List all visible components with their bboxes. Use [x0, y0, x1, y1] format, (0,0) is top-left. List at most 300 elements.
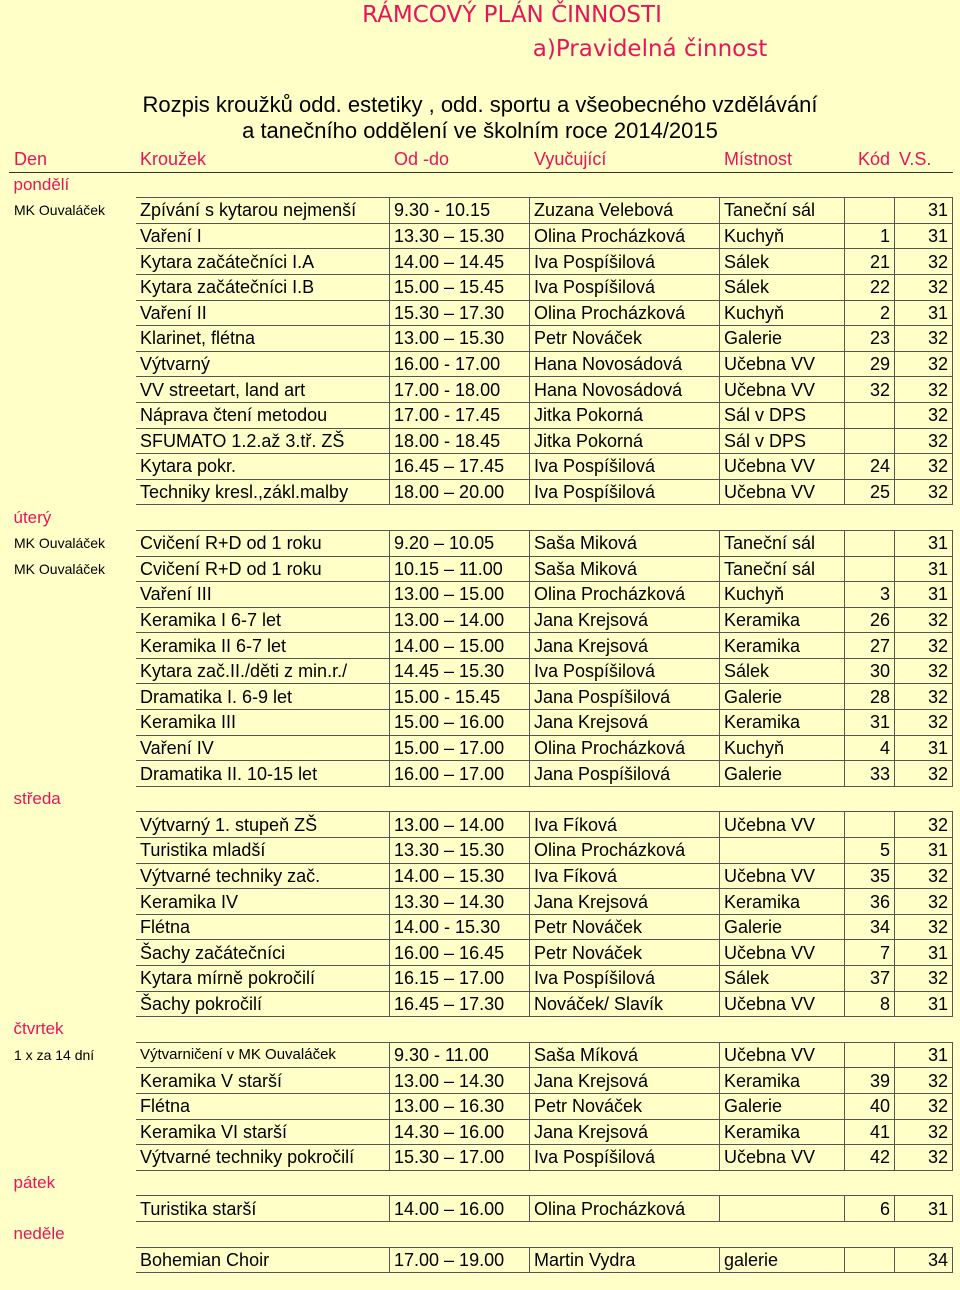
col-header-teacher: Vyučující [530, 147, 720, 173]
time-cell: 9.30 - 11.00 [390, 1042, 530, 1068]
code-cell: 30 [845, 658, 895, 684]
group-cell [10, 966, 136, 992]
room-cell: Keramika [720, 1119, 845, 1145]
activity-cell: Flétna [136, 914, 390, 940]
activity-cell: Cvičení R+D od 1 roku [136, 530, 390, 556]
activity-cell: Výtvarný 1. stupeň ZŠ [136, 812, 390, 838]
vs-cell: 32 [895, 454, 953, 480]
group-cell [10, 1145, 136, 1171]
time-cell: 14.00 – 14.45 [390, 249, 530, 275]
room-cell: Sálek [720, 274, 845, 300]
group-cell [10, 479, 136, 505]
table-row [10, 607, 953, 633]
vs-cell: 32 [895, 249, 953, 275]
teacher-cell: Iva Pospíšilová [530, 479, 720, 505]
code-cell [845, 1042, 895, 1068]
activity-cell: Zpívání s kytarou nejmenší [136, 198, 390, 224]
table-row [10, 198, 953, 224]
group-cell [10, 812, 136, 838]
vs-cell: 31 [895, 940, 953, 966]
group-cell [10, 633, 136, 659]
code-cell: 42 [845, 1145, 895, 1171]
activity-cell: Kytara začátečníci I.B [136, 274, 390, 300]
room-cell: Učebna VV [720, 991, 845, 1017]
group-cell [10, 326, 136, 352]
teacher-cell: Petr Nováček [530, 940, 720, 966]
col-header-room: Místnost [720, 147, 845, 173]
col-header-vs: V.S. [895, 147, 953, 173]
code-cell [845, 402, 895, 428]
table-row [10, 1042, 953, 1068]
room-cell: Keramika [720, 1068, 845, 1094]
vs-cell: 32 [895, 428, 953, 454]
group-cell [10, 300, 136, 326]
col-header-day: Den [10, 147, 136, 173]
teacher-cell: Jana Krejsová [530, 889, 720, 915]
vs-cell: 32 [895, 658, 953, 684]
teacher-cell: Olina Procházková [530, 838, 720, 864]
day-label: čtvrtek [13, 1019, 64, 1039]
activity-cell: Vaření IV [136, 735, 390, 761]
activity-cell: Keramika VI starší [136, 1119, 390, 1145]
code-cell: 34 [845, 914, 895, 940]
teacher-cell: Nováček/ Slavík [530, 991, 720, 1017]
group-cell [10, 223, 136, 249]
group-cell [10, 377, 136, 403]
header-row [10, 147, 953, 173]
teacher-cell: Saša Miková [530, 530, 720, 556]
teacher-cell: Iva Pospíšilová [530, 274, 720, 300]
group-cell [10, 735, 136, 761]
time-cell: 18.00 - 18.45 [390, 428, 530, 454]
day-label: pondělí [13, 174, 70, 194]
time-cell: 16.00 – 17.00 [390, 761, 530, 787]
code-cell: 27 [845, 633, 895, 659]
room-cell: Keramika [720, 607, 845, 633]
code-cell [845, 812, 895, 838]
room-cell: Učebna VV [720, 351, 845, 377]
group-cell: 1 x za 14 dní [14, 1047, 95, 1064]
time-cell: 15.00 – 15.45 [390, 274, 530, 300]
group-cell [10, 1196, 136, 1222]
vs-cell: 34 [895, 1247, 953, 1273]
day-label: pátek [13, 1173, 56, 1193]
vs-cell: 32 [895, 274, 953, 300]
activity-cell: Výtvarné techniky pokročilí [136, 1145, 390, 1171]
code-cell: 28 [845, 684, 895, 710]
code-cell: 40 [845, 1093, 895, 1119]
vs-cell: 32 [895, 761, 953, 787]
teacher-cell: Iva Pospíšilová [530, 249, 720, 275]
table-row [10, 1068, 953, 1094]
code-cell: 35 [845, 863, 895, 889]
table-row [10, 1196, 953, 1222]
teacher-cell: Olina Procházková [530, 300, 720, 326]
time-cell: 14.00 – 16.00 [390, 1196, 530, 1222]
col-header-code: Kód [845, 147, 895, 173]
time-cell: 13.30 – 15.30 [390, 223, 530, 249]
group-cell [10, 582, 136, 608]
group-cell [10, 940, 136, 966]
table-row [10, 479, 953, 505]
vs-cell: 32 [895, 684, 953, 710]
room-cell: Taneční sál [720, 198, 845, 224]
teacher-cell: Iva Pospíšilová [530, 1145, 720, 1171]
vs-cell: 32 [895, 1119, 953, 1145]
group-cell [10, 428, 136, 454]
time-cell: 13.00 – 14.00 [390, 607, 530, 633]
vs-cell: 32 [895, 710, 953, 736]
room-cell: Učebna VV [720, 479, 845, 505]
group-cell [10, 863, 136, 889]
teacher-cell: Iva Pospíšilová [530, 658, 720, 684]
code-cell: 37 [845, 966, 895, 992]
teacher-cell: Olina Procházková [530, 223, 720, 249]
activity-cell: Vaření III [136, 582, 390, 608]
room-cell: Taneční sál [720, 530, 845, 556]
code-cell [845, 556, 895, 582]
teacher-cell: Iva Pospíšilová [530, 454, 720, 480]
table-row [10, 761, 953, 787]
time-cell: 15.00 – 16.00 [390, 710, 530, 736]
vs-cell: 31 [895, 198, 953, 224]
code-cell: 21 [845, 249, 895, 275]
code-cell: 32 [845, 377, 895, 403]
schedule-heading-line2: a tanečního oddělení ve školním roce 2014/2015 [242, 118, 718, 143]
group-cell [10, 454, 136, 480]
activity-cell: Keramika III [136, 710, 390, 736]
code-cell: 2 [845, 300, 895, 326]
time-cell: 13.30 – 15.30 [390, 838, 530, 864]
schedule-table [9, 146, 953, 1273]
table-row [10, 658, 953, 684]
table-row [10, 377, 953, 403]
page-subtitle: a)Pravidelná činnost [532, 36, 768, 62]
vs-cell: 31 [895, 582, 953, 608]
room-cell: Keramika [720, 633, 845, 659]
group-cell: MK Ouvaláček [14, 535, 106, 552]
room-cell: galerie [720, 1247, 845, 1273]
room-cell: Sálek [720, 658, 845, 684]
table-row [10, 838, 953, 864]
day-row [10, 786, 953, 812]
vs-cell: 32 [895, 1093, 953, 1119]
time-cell: 13.00 – 15.00 [390, 582, 530, 608]
teacher-cell: Petr Nováček [530, 1093, 720, 1119]
room-cell: Taneční sál [720, 556, 845, 582]
vs-cell: 31 [895, 530, 953, 556]
room-cell: Učebna VV [720, 812, 845, 838]
table-row [10, 530, 953, 556]
activity-cell: Vaření I [136, 223, 390, 249]
time-cell: 13.00 – 16.30 [390, 1093, 530, 1119]
code-cell: 6 [845, 1196, 895, 1222]
activity-cell: Dramatika II. 10-15 let [136, 761, 390, 787]
table-row [10, 889, 953, 915]
day-label: neděle [13, 1224, 65, 1244]
group-cell [10, 274, 136, 300]
group-cell [10, 1068, 136, 1094]
teacher-cell: Saša Miková [530, 556, 720, 582]
room-cell: Učebna VV [720, 1042, 845, 1068]
activity-cell: Turistika starší [136, 1196, 390, 1222]
table-row [10, 914, 953, 940]
table-row [10, 454, 953, 480]
room-cell: Kuchyň [720, 300, 845, 326]
time-cell: 16.45 – 17.45 [390, 454, 530, 480]
room-cell [720, 838, 845, 864]
group-cell [10, 991, 136, 1017]
room-cell: Učebna VV [720, 377, 845, 403]
activity-cell: Klarinet, flétna [136, 326, 390, 352]
table-row [10, 326, 953, 352]
table-row [10, 966, 953, 992]
activity-cell: Kytara zač.II./děti z min.r./ [136, 658, 390, 684]
table-row [10, 428, 953, 454]
time-cell: 9.30 - 10.15 [390, 198, 530, 224]
vs-cell: 32 [895, 479, 953, 505]
teacher-cell: Jitka Pokorná [530, 428, 720, 454]
time-cell: 14.30 – 16.00 [390, 1119, 530, 1145]
vs-cell: 32 [895, 402, 953, 428]
activity-cell: Výtvarný [136, 351, 390, 377]
teacher-cell: Zuzana Velebová [530, 198, 720, 224]
room-cell: Kuchyň [720, 223, 845, 249]
day-row [10, 505, 953, 531]
vs-cell: 32 [895, 326, 953, 352]
activity-cell: Keramika IV [136, 889, 390, 915]
vs-cell: 32 [895, 1145, 953, 1171]
time-cell: 17.00 - 17.45 [390, 402, 530, 428]
time-cell: 13.30 – 14.30 [390, 889, 530, 915]
group-cell [10, 351, 136, 377]
room-cell: Galerie [720, 1093, 845, 1119]
vs-cell: 31 [895, 1196, 953, 1222]
schedule-heading-line1: Rozpis kroužků odd. estetiky , odd. sportu a všeobecného vzdělávání [142, 92, 818, 117]
room-cell: Keramika [720, 889, 845, 915]
room-cell: Keramika [720, 710, 845, 736]
teacher-cell: Jitka Pokorná [530, 402, 720, 428]
teacher-cell: Petr Nováček [530, 326, 720, 352]
room-cell: Galerie [720, 914, 845, 940]
code-cell [845, 428, 895, 454]
room-cell: Učebna VV [720, 454, 845, 480]
activity-cell: Dramatika I. 6-9 let [136, 684, 390, 710]
teacher-cell: Jana Krejsová [530, 710, 720, 736]
group-cell [10, 838, 136, 864]
code-cell: 36 [845, 889, 895, 915]
time-cell: 16.00 – 16.45 [390, 940, 530, 966]
vs-cell: 31 [895, 556, 953, 582]
code-cell: 4 [845, 735, 895, 761]
group-cell [10, 889, 136, 915]
activity-cell: Výtvarné techniky zač. [136, 863, 390, 889]
table-row [10, 556, 953, 582]
activity-cell: Keramika I 6-7 let [136, 607, 390, 633]
group-cell [10, 249, 136, 275]
room-cell: Galerie [720, 326, 845, 352]
code-cell: 8 [845, 991, 895, 1017]
vs-cell: 31 [895, 991, 953, 1017]
code-cell [845, 530, 895, 556]
vs-cell: 32 [895, 966, 953, 992]
code-cell: 24 [845, 454, 895, 480]
teacher-cell: Iva Fíková [530, 812, 720, 838]
time-cell: 13.00 – 14.00 [390, 812, 530, 838]
room-cell: Sálek [720, 966, 845, 992]
teacher-cell: Hana Novosádová [530, 351, 720, 377]
vs-cell: 32 [895, 812, 953, 838]
group-cell [10, 1247, 136, 1273]
code-cell: 1 [845, 223, 895, 249]
group-cell: MK Ouvaláček [14, 202, 106, 219]
activity-cell: Turistika mladší [136, 838, 390, 864]
table-row [10, 274, 953, 300]
teacher-cell: Olina Procházková [530, 582, 720, 608]
activity-cell: Keramika II 6-7 let [136, 633, 390, 659]
group-cell [10, 658, 136, 684]
teacher-cell: Jana Krejsová [530, 1068, 720, 1094]
room-cell: Učebna VV [720, 940, 845, 966]
page-title: RÁMCOVÝ PLÁN ČINNOSTI [362, 2, 662, 28]
group-cell [10, 710, 136, 736]
time-cell: 13.00 – 14.30 [390, 1068, 530, 1094]
code-cell [845, 198, 895, 224]
day-row [10, 1017, 953, 1043]
vs-cell: 32 [895, 633, 953, 659]
vs-cell: 31 [895, 838, 953, 864]
teacher-cell: Olina Procházková [530, 735, 720, 761]
table-row [10, 1247, 953, 1273]
code-cell: 26 [845, 607, 895, 633]
activity-cell: Kytara začátečníci I.A [136, 249, 390, 275]
vs-cell: 32 [895, 863, 953, 889]
time-cell: 15.00 - 15.45 [390, 684, 530, 710]
room-cell: Učebna VV [720, 863, 845, 889]
time-cell: 15.00 – 17.00 [390, 735, 530, 761]
activity-cell: VV streetart, land art [136, 377, 390, 403]
teacher-cell: Hana Novosádová [530, 377, 720, 403]
room-cell: Kuchyň [720, 582, 845, 608]
activity-cell: Bohemian Choir [136, 1247, 390, 1273]
activity-cell: SFUMATO 1.2.až 3.tř. ZŠ [136, 428, 390, 454]
table-row [10, 991, 953, 1017]
col-header-time: Od -do [390, 147, 530, 173]
activity-cell: Vaření II [136, 300, 390, 326]
group-cell [10, 402, 136, 428]
time-cell: 14.00 – 15.30 [390, 863, 530, 889]
table-row [10, 710, 953, 736]
table-row [10, 582, 953, 608]
time-cell: 10.15 – 11.00 [390, 556, 530, 582]
teacher-cell: Iva Fíková [530, 863, 720, 889]
code-cell: 5 [845, 838, 895, 864]
time-cell: 14.00 - 15.30 [390, 914, 530, 940]
activity-cell: Techniky kresl.,zákl.malby [136, 479, 390, 505]
room-cell: Učebna VV [720, 1145, 845, 1171]
room-cell: Sál v DPS [720, 402, 845, 428]
vs-cell: 31 [895, 735, 953, 761]
teacher-cell: Jana Pospíšilová [530, 761, 720, 787]
activity-cell: Šachy začátečníci [136, 940, 390, 966]
col-header-activity: Kroužek [136, 147, 390, 173]
time-cell: 9.20 – 10.05 [390, 530, 530, 556]
table-row [10, 1119, 953, 1145]
group-cell [10, 684, 136, 710]
group-cell [10, 761, 136, 787]
activity-cell: Cvičení R+D od 1 roku [136, 556, 390, 582]
time-cell: 14.45 – 15.30 [390, 658, 530, 684]
time-cell: 18.00 – 20.00 [390, 479, 530, 505]
time-cell: 17.00 - 18.00 [390, 377, 530, 403]
vs-cell: 32 [895, 351, 953, 377]
table-row [10, 1093, 953, 1119]
teacher-cell: Saša Míková [530, 1042, 720, 1068]
code-cell: 33 [845, 761, 895, 787]
code-cell [845, 1247, 895, 1273]
code-cell: 31 [845, 710, 895, 736]
vs-cell: 32 [895, 1068, 953, 1094]
day-label: středa [13, 789, 61, 809]
room-cell: Sál v DPS [720, 428, 845, 454]
room-cell: Kuchyň [720, 735, 845, 761]
vs-cell: 31 [895, 300, 953, 326]
table-row [10, 940, 953, 966]
room-cell: Galerie [720, 684, 845, 710]
group-cell [10, 914, 136, 940]
group-cell [10, 607, 136, 633]
activity-cell: Flétna [136, 1093, 390, 1119]
activity-cell: Náprava čtení metodou [136, 402, 390, 428]
activity-cell: Keramika V starší [136, 1068, 390, 1094]
vs-cell: 32 [895, 914, 953, 940]
time-cell: 16.15 – 17.00 [390, 966, 530, 992]
day-row [10, 1221, 953, 1247]
day-row [10, 172, 953, 198]
table-row [10, 633, 953, 659]
table-row [10, 735, 953, 761]
vs-cell: 31 [895, 223, 953, 249]
teacher-cell: Jana Pospíšilová [530, 684, 720, 710]
code-cell: 41 [845, 1119, 895, 1145]
time-cell: 16.00 - 17.00 [390, 351, 530, 377]
vs-cell: 32 [895, 377, 953, 403]
room-cell: Sálek [720, 249, 845, 275]
vs-cell: 32 [895, 889, 953, 915]
teacher-cell: Iva Pospíšilová [530, 966, 720, 992]
table-row [10, 684, 953, 710]
table-row [10, 249, 953, 275]
table-row [10, 812, 953, 838]
code-cell: 25 [845, 479, 895, 505]
teacher-cell: Jana Krejsová [530, 607, 720, 633]
vs-cell: 31 [895, 1042, 953, 1068]
day-label: úterý [13, 507, 52, 527]
code-cell: 23 [845, 326, 895, 352]
teacher-cell: Jana Krejsová [530, 633, 720, 659]
time-cell: 13.00 – 15.30 [390, 326, 530, 352]
group-cell [10, 1119, 136, 1145]
room-cell: Galerie [720, 761, 845, 787]
group-cell: MK Ouvaláček [14, 560, 106, 577]
activity-cell: Výtvarničení v MK Ouvaláček [136, 1042, 390, 1068]
code-cell: 7 [845, 940, 895, 966]
time-cell: 17.00 – 19.00 [390, 1247, 530, 1273]
table-row [10, 402, 953, 428]
code-cell: 39 [845, 1068, 895, 1094]
table-row [10, 351, 953, 377]
table-row [10, 863, 953, 889]
